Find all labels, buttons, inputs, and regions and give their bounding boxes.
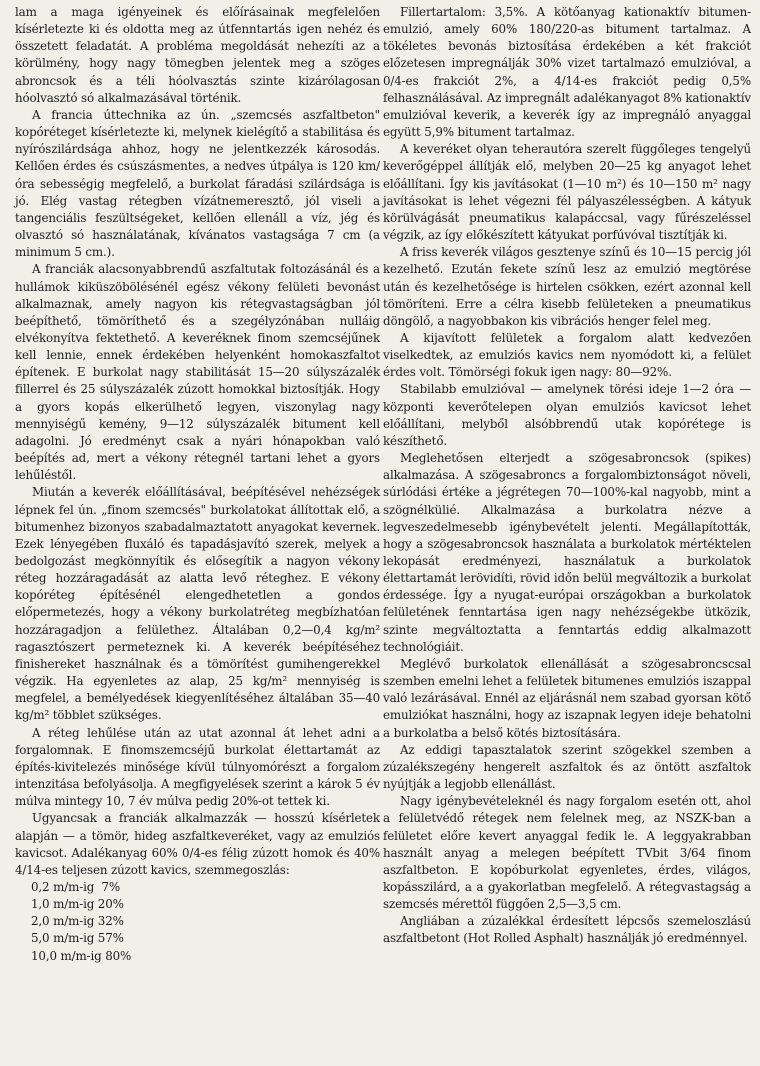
paragraph: A franciák alacsonyabbrendű aszfaltutak foltozásánál és a hullámok kiküszöbölésénél egész vékony felületi bevonást alkalmaznak, amely nagyon kis rétegvastagságban jól beépíthető, tömöríthető és a szegélyzónában nulláig elvékonyítva fektethető. A keveréknek finom szemcséjűnek kell lennie, ennek érdekében helyenként homokaszfaltot építenek. E burkolat nagy stabilitását 15—20 súlyszázalék fillerrel és 25 súlyszázalék zúzott homokkal biztosítják. Hogy a gyors kopás elkerülhető legyen, viszonylag nagy mennyiségű kemény, 9—12 súlyszázalék bitument kell adagolni. Jó eredményt csak a nyári hónapokban való beépítés ad, mert a vékony rétegnél tartani lehet a gyors lehűléstől. — [15, 262, 380, 483]
paragraph: Meglévő burkolatok ellenállását a szögesabroncscsal szemben emelni lehet a felületek bitumenes emulziós iszappal való lezárásával. Ennél az eljárásnál nem szabad gyorsan kötő emulziókat használni, hogy az iszapnak legyen ideje behatolni a burkolatba a belső kötés biztosítására. — [383, 656, 751, 740]
paragraph: Fillertartalom: 3,5%. A kötőanyag kationaktív bitumen-emulzió, amely 60% 180/220-as bitument tartalmaz. A tökéletes bevonás biztosítása érdekében a két frakciót előzetesen impregnálják 30% vizet tartalmazó emulzióval, a 0/4-es frakciót 2%, a 4/14-es frakciót pedig 0,5% felhasználásával. Az impregnált adalékanyagot 8% kationaktív emulzióval keverik, a keverék így az impregnáló anyaggal együtt 5,9% bitument tartalmaz. — [383, 5, 751, 140]
paragraph: Az eddigi tapasztalatok szerint szögekkel szemben a zúzalékszegény hengerelt aszfaltok és az öntött aszfaltok nyújtják a legjobb ellenállást. — [383, 742, 751, 792]
paragraph: A kijavított felületek a forgalom alatt kedvezően viselkedtek, az emulziós kavics nem nyomódott ki, a felület érdes volt. Tömörségi fokuk igen nagy: 80—92%. — [383, 330, 751, 380]
paragraph: Stabilabb emulzióval — amelynek törési ideje 1—2 óra — központi keverőtelepen olyan emulziós kavicsot lehet előállítani, melyből alsóbbrendű utak kopórétege is készíthető. — [383, 382, 751, 448]
paragraph: Miután a keverék előállításával, beépítésével nehézségek lépnek fel ún. „finom szemcsés" burkolatokat állítottak elő, a bitumenhez bizonyos szabadalmaztatott anyagokat kevernek. Ezek lényegében fluxáló és tapadásjavító szerek, melyek a bedolgozást megkönnyítik és elősegítik a nagyon vékony réteg hozzáragadását az alatta levő réteghez. E vékony kopóréteg építésénél elengedhetetlen a gondos előpermetezés, hogy a vékony burkolatréteg megbízhatóan hozzáragadjon a felülethez. Általában 0,2—0,4 kg/m² ragasztószert permeteznek ki. A keverék beépítéséhez finishereket használnak és a tömörítést gumihengerekkel végzik. Ha egyenletes az alap, 25 kg/m² mennyiség is megfelel, a bemélyedések kiegyenlítéséhez általában 35—40 kg/m² többlet szükséges. — [15, 485, 380, 723]
grading-item: 10,0 m/m-ig 80% — [31, 948, 132, 963]
paragraph: Angliában a zúzalékkal érdesített lépcsős szemeloszlású aszfaltbetont (Hot Rolled Asphalt) használják jó eredménnyel. — [383, 914, 751, 946]
paragraph: lam a maga igényeinek és előírásainak megfelelően kísérletezte ki és oldotta meg az útfenntartás igen nehéz és összetett feladatát. A probléma megoldását nehezíti az a körülmény, hogy nagy tömegben jelentek meg a szöges abroncsok és a téli hóolvasztás szinte kizárólagosan hóolvasztó só alkalmazásával történik. — [15, 5, 380, 105]
paragraph: Meglehetősen elterjedt a szögesabroncsok (spikes) alkalmazása. A szögesabroncs a forgalombiztonságot növeli, súrlódási értéke a jégrétegen 70—100%-kal nagyobb, mint a szögnélkülié. Alkalmazása a burkolatra nézve a legveszedelmesebb igénybevételt jelenti. Megállapították, hogy a szögesabroncsok használata a burkolatok mértéktelen lekopását eredményezi, használatuk a burkolatok élettartamát lerövidíti, rövid időn belül megváltozik a burkolat érdessége. Így a nyugat-európai országokban a burkolatok felületének fenntartása igen nagy nehézségekbe ütközik, szinte megváltoztatta a fenntartás eddig alkalmazott technológiáit. — [383, 451, 751, 654]
grading-item: 5,0 m/m-ig 57% — [31, 931, 124, 946]
left-column — [15, 4, 380, 965]
paragraph: A keveréket olyan teherautóra szerelt függőleges tengelyű keverőgéppel állítják elő, melyben 20—25 kg anyagot lehet előállítani. Így kis javításokat (1—10 m²) és 10—150 m² nagy javításokat is lehet végezni fél pályaszélességben. A kátyuk körülvágását pneumatikus kalapáccsal, vagy fűrészeléssel végzik, az így előkészített kátyukat porfúvóval tisztítják ki. — [383, 142, 751, 243]
paragraph: Nagy igénybevételeknél és nagy forgalom esetén ott, ahol a felületvédő rétegek nem felelnek meg, az NSZK-ban a felületet előre kevert anyaggal fedik le. A leggyakrabban használt anyag a melegen beépített TVbit 3/64 finom aszfaltbeton. E kopóburkolat egyenletes, érdes, világos, kopásszilárd, a a gyakorlatban megfelelő. A rétegvastagság a szemcsés mérettől függően 2,5—3,5 cm. — [383, 794, 751, 912]
paragraph: A friss keverék világos gesztenye színű és 10—15 percig jól kezelhető. Ezután fekete színű lesz az emulzió megtörése után és kezelhetősége is hirtelen csökken, ezért azonnal kell tömöríteni. Erre a célra kisebb felületeken a pneumatikus döngölő, a nagyobbakon kis vibrációs henger felel meg. — [383, 245, 751, 328]
grading-list — [31, 879, 380, 965]
right-column — [383, 4, 751, 948]
paragraph: A francia úttechnika az ún. „szemcsés aszfaltbeton" kopóréteget kísérletezte ki, melynek kielégítő a stabilitása és nyírószilárdsága ahhoz, hogy ne jelentkezzék károsodás. Kellően érdes és csúszásmentes, a nedves útpálya is 120 km/óra sebességig megfelelő, a burkolat fáradási szilárdsága is jó. Elég vastag rétegben vízátnemeresztő, jól viseli a tangenciális feszültségeket, kellően ellenáll a víz, jég és olvasztó só használatának, kívánatos vastagsága 7 cm (a minimum 5 cm.). — [15, 107, 380, 260]
grading-item: 2,0 m/m-ig 32% — [31, 914, 124, 929]
grading-item: 0,2 m/m-ig 7% — [31, 879, 121, 894]
paragraph: A réteg lehűlése után az utat azonnal át lehet adni a forgalomnak. E finomszemcséjű burkolat élettartamát az építés-kivitelezés minősége kívül túlnyomórészt a forgalom intenzitása befolyásolja. A megfigyelések szerint a károk 5 év múlva mintegy 10, 7 év múlva pedig 20%-ot tettek ki. — [15, 725, 380, 809]
paragraph: Ugyancsak a franciák alkalmazzák — hosszú kísérletek alapján — a tömör, hideg aszfaltkeveréket, vagy az emulziós kavicsot. Adalékanyag 60% 0/4-es félig zúzott homok és 40% 4/14-es teljesen zúzott kavics, szemmegoszlás: — [15, 811, 380, 877]
grading-item: 1,0 m/m-ig 20% — [31, 897, 124, 912]
